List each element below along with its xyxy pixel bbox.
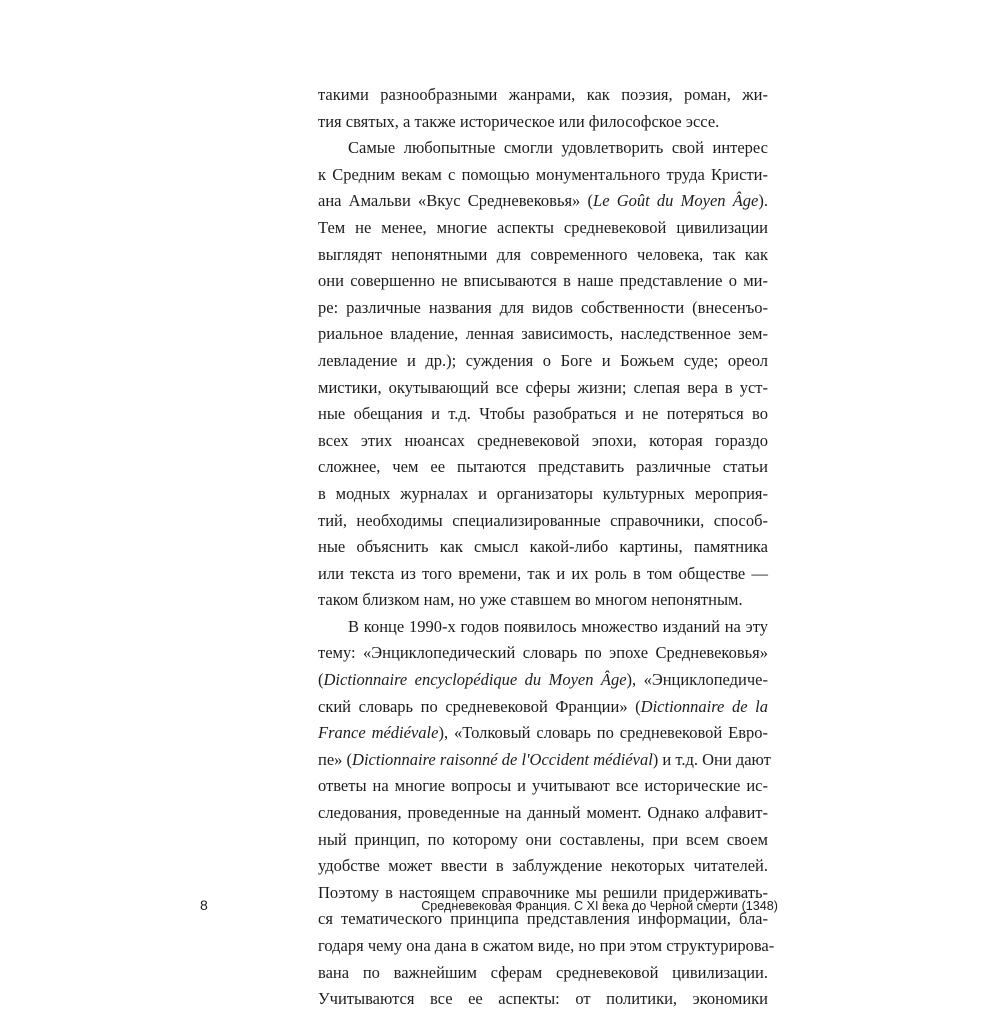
work-title: Dictionnaire encyclopédique du Moyen Âge [323, 670, 627, 690]
text-fragment: ( [318, 670, 324, 690]
text-line: риальное владение, ленная зависимость, наследственное зем- [318, 324, 768, 344]
paragraph-start-line: В конце 1990-х годов появилось множество изданий на эту [348, 616, 768, 636]
text-line: таком близком нам, но уже ставшем во многом непонятным. [318, 590, 743, 610]
text-line: или текста из того времени, так и их роль в том обществе — [318, 563, 768, 583]
work-title: Le Goût du Moyen Âge [593, 191, 759, 211]
text-line-with-title [318, 747, 771, 774]
text-line: Учитываются все ее аспекты: от политики, экономики [318, 989, 768, 1009]
text-fragment: ана Амальви «Вкус Средневековья» ( [318, 191, 594, 211]
text-fragment: ) и т.д. Они дают [652, 749, 771, 769]
text-line: тий, необходимы специализированные справочники, способ- [318, 510, 768, 530]
text-fragment: ). [758, 191, 769, 211]
text-line: ные обещания и т.д. Чтобы разобраться и не потеряться во [318, 404, 768, 424]
text-fragment: ский словарь по средневековой Франции» ( [318, 696, 641, 716]
text-line: Тем не менее, многие аспекты средневековой цивилизации [318, 217, 768, 237]
text-line: удобстве может ввести в заблуждение некоторых читателей. [318, 856, 768, 876]
work-title: France médiévale [318, 723, 439, 743]
text-line: такими разнообразными жанрами, как поэзия, роман, жи- [318, 85, 768, 104]
text-line-with-title [318, 720, 768, 747]
text-line: Поэтому в настоящем справочнике мы решили придерживать- [318, 882, 768, 902]
text-fragment: ), «Толковый словарь по средневековой Евро- [438, 723, 769, 743]
text-line: ре: различные названия для видов собственности (внесенъо- [318, 297, 768, 317]
text-line: к Средним векам с помощью монументального труда Кристи- [318, 164, 768, 184]
text-line: ный принцип, по которому они составлены, при всем своем [318, 829, 768, 849]
text-line: тему: «Энциклопедический словарь по эпохе Средневековья» [318, 643, 768, 663]
page-number: 8 [200, 897, 208, 913]
text-line: сложнее, чем ее пытаются представить различные статьи [318, 457, 768, 477]
work-title: Dictionnaire raisonné de l'Occident médiéval [352, 749, 653, 769]
text-line: следования, проведенные на данный момент. Однако алфавит- [318, 803, 768, 823]
text-line: мистики, окутывающий все сферы жизни; слепая вера в уст- [318, 377, 768, 397]
text-line-with-title [318, 694, 768, 721]
text-line: вана по важнейшим сферам средневековой цивилизации. [318, 962, 768, 982]
text-line: левладение и др.); суждения о Боге и Божьем суде; ореол [318, 350, 768, 370]
text-line: в модных журналах и организаторы культурных мероприя- [318, 483, 768, 503]
text-fragment: ), «Энциклопедиче- [626, 670, 768, 690]
text-line: годаря чему она дана в сжатом виде, но при этом структурирова- [318, 936, 775, 955]
text-line: ся тематического принципа представления информации, бла- [318, 909, 768, 929]
text-line-with-title [318, 667, 768, 694]
text-line-with-title [318, 188, 768, 215]
text-line: ответы на многие вопросы и учитывают все исторические ис- [318, 776, 768, 796]
work-title: Dictionnaire de la [640, 696, 768, 716]
paragraph-start-line: Самые любопытные смогли удовлетворить свой интерес [348, 138, 768, 158]
text-line: они совершенно не вписываются в наше представление о ми- [318, 271, 768, 291]
text-line: ные объяснить как смысл какой-либо картины, памятника [318, 537, 768, 557]
running-footer-title: Средневековая Франция. С XI века до Черной смерти (1348) [421, 899, 778, 913]
body-text [318, 82, 775, 1013]
text-line: тия святых, а также историческое или философское эссе. [318, 111, 720, 131]
text-line: всех этих нюансах средневековой эпохи, которая гораздо [318, 430, 768, 450]
text-fragment: пе» ( [318, 749, 353, 769]
text-line: выглядят непонятными для современного человека, так как [318, 244, 768, 264]
